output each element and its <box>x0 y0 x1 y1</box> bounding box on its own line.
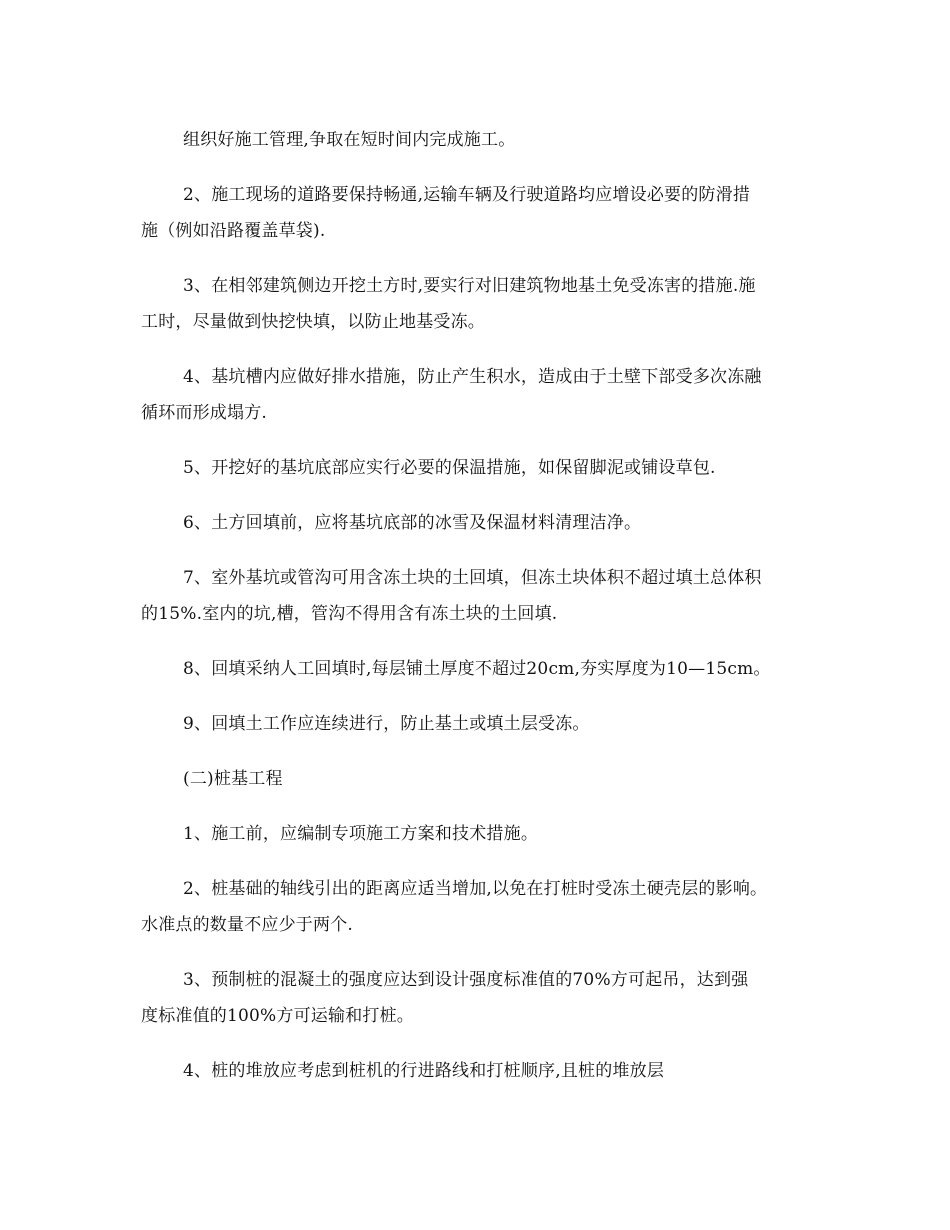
text-line: 7、室外基坑或管沟可用含冻土块的土回填，但冻土块体积不超过填土总体积 <box>183 568 762 588</box>
text-line: 5、开挖好的基坑底部应实行必要的保温措施，如保留脚泥或铺设草包. <box>183 458 716 478</box>
text-line: 1、施工前，应编制专项施工方案和技术措施。 <box>183 824 539 844</box>
text-line: 水准点的数量不应少于两个. <box>141 915 354 935</box>
text-line: 3、预制桩的混凝土的强度应达到设计强度标准值的70%方可起吊，达到强 <box>183 970 749 990</box>
text-line: 6、土方回填前，应将基坑底部的冰雪及保温材料清理洁净。 <box>183 513 642 533</box>
text-line: 3、在相邻建筑侧边开挖土方时,要实行对旧建筑物地基土免受冻害的措施.施 <box>183 276 756 296</box>
text-line: 2、桩基础的轴线引出的距离应适当增加,以免在打桩时受冻土硬壳层的影响。 <box>183 879 768 899</box>
text-line: 循环而形成塌方. <box>141 403 268 423</box>
text-line: 9、回填土工作应连续进行，防止基土或填土层受冻。 <box>183 714 590 734</box>
text-line: 度标准值的100%方可运输和打桩。 <box>141 1006 415 1026</box>
text-line: 4、桩的堆放应考虑到桩机的行进路线和打桩顺序,且桩的堆放层 <box>183 1061 665 1081</box>
text-line: 组织好施工管理,争取在短时间内完成施工。 <box>183 130 516 150</box>
text-line: 工时，尽量做到快挖快填，以防止地基受冻。 <box>141 312 485 332</box>
text-line: 8、回填采纳人工回填时,每层铺土厚度不超过20cm,夯实厚度为10—15cm。 <box>183 659 771 679</box>
text-line: 4、基坑槽内应做好排水措施，防止产生积水，造成由于土壁下部受多次冻融 <box>183 367 762 387</box>
text-line: 的15%.室内的坑,槽，管沟不得用含有冻土块的土回填. <box>141 604 558 624</box>
text-line: 施（例如沿路覆盖草袋). <box>141 221 326 241</box>
text-line: 2、施工现场的道路要保持畅通,运输车辆及行驶道路均应增设必要的防滑措 <box>183 185 751 205</box>
section-heading: (二)桩基工程 <box>183 769 283 789</box>
